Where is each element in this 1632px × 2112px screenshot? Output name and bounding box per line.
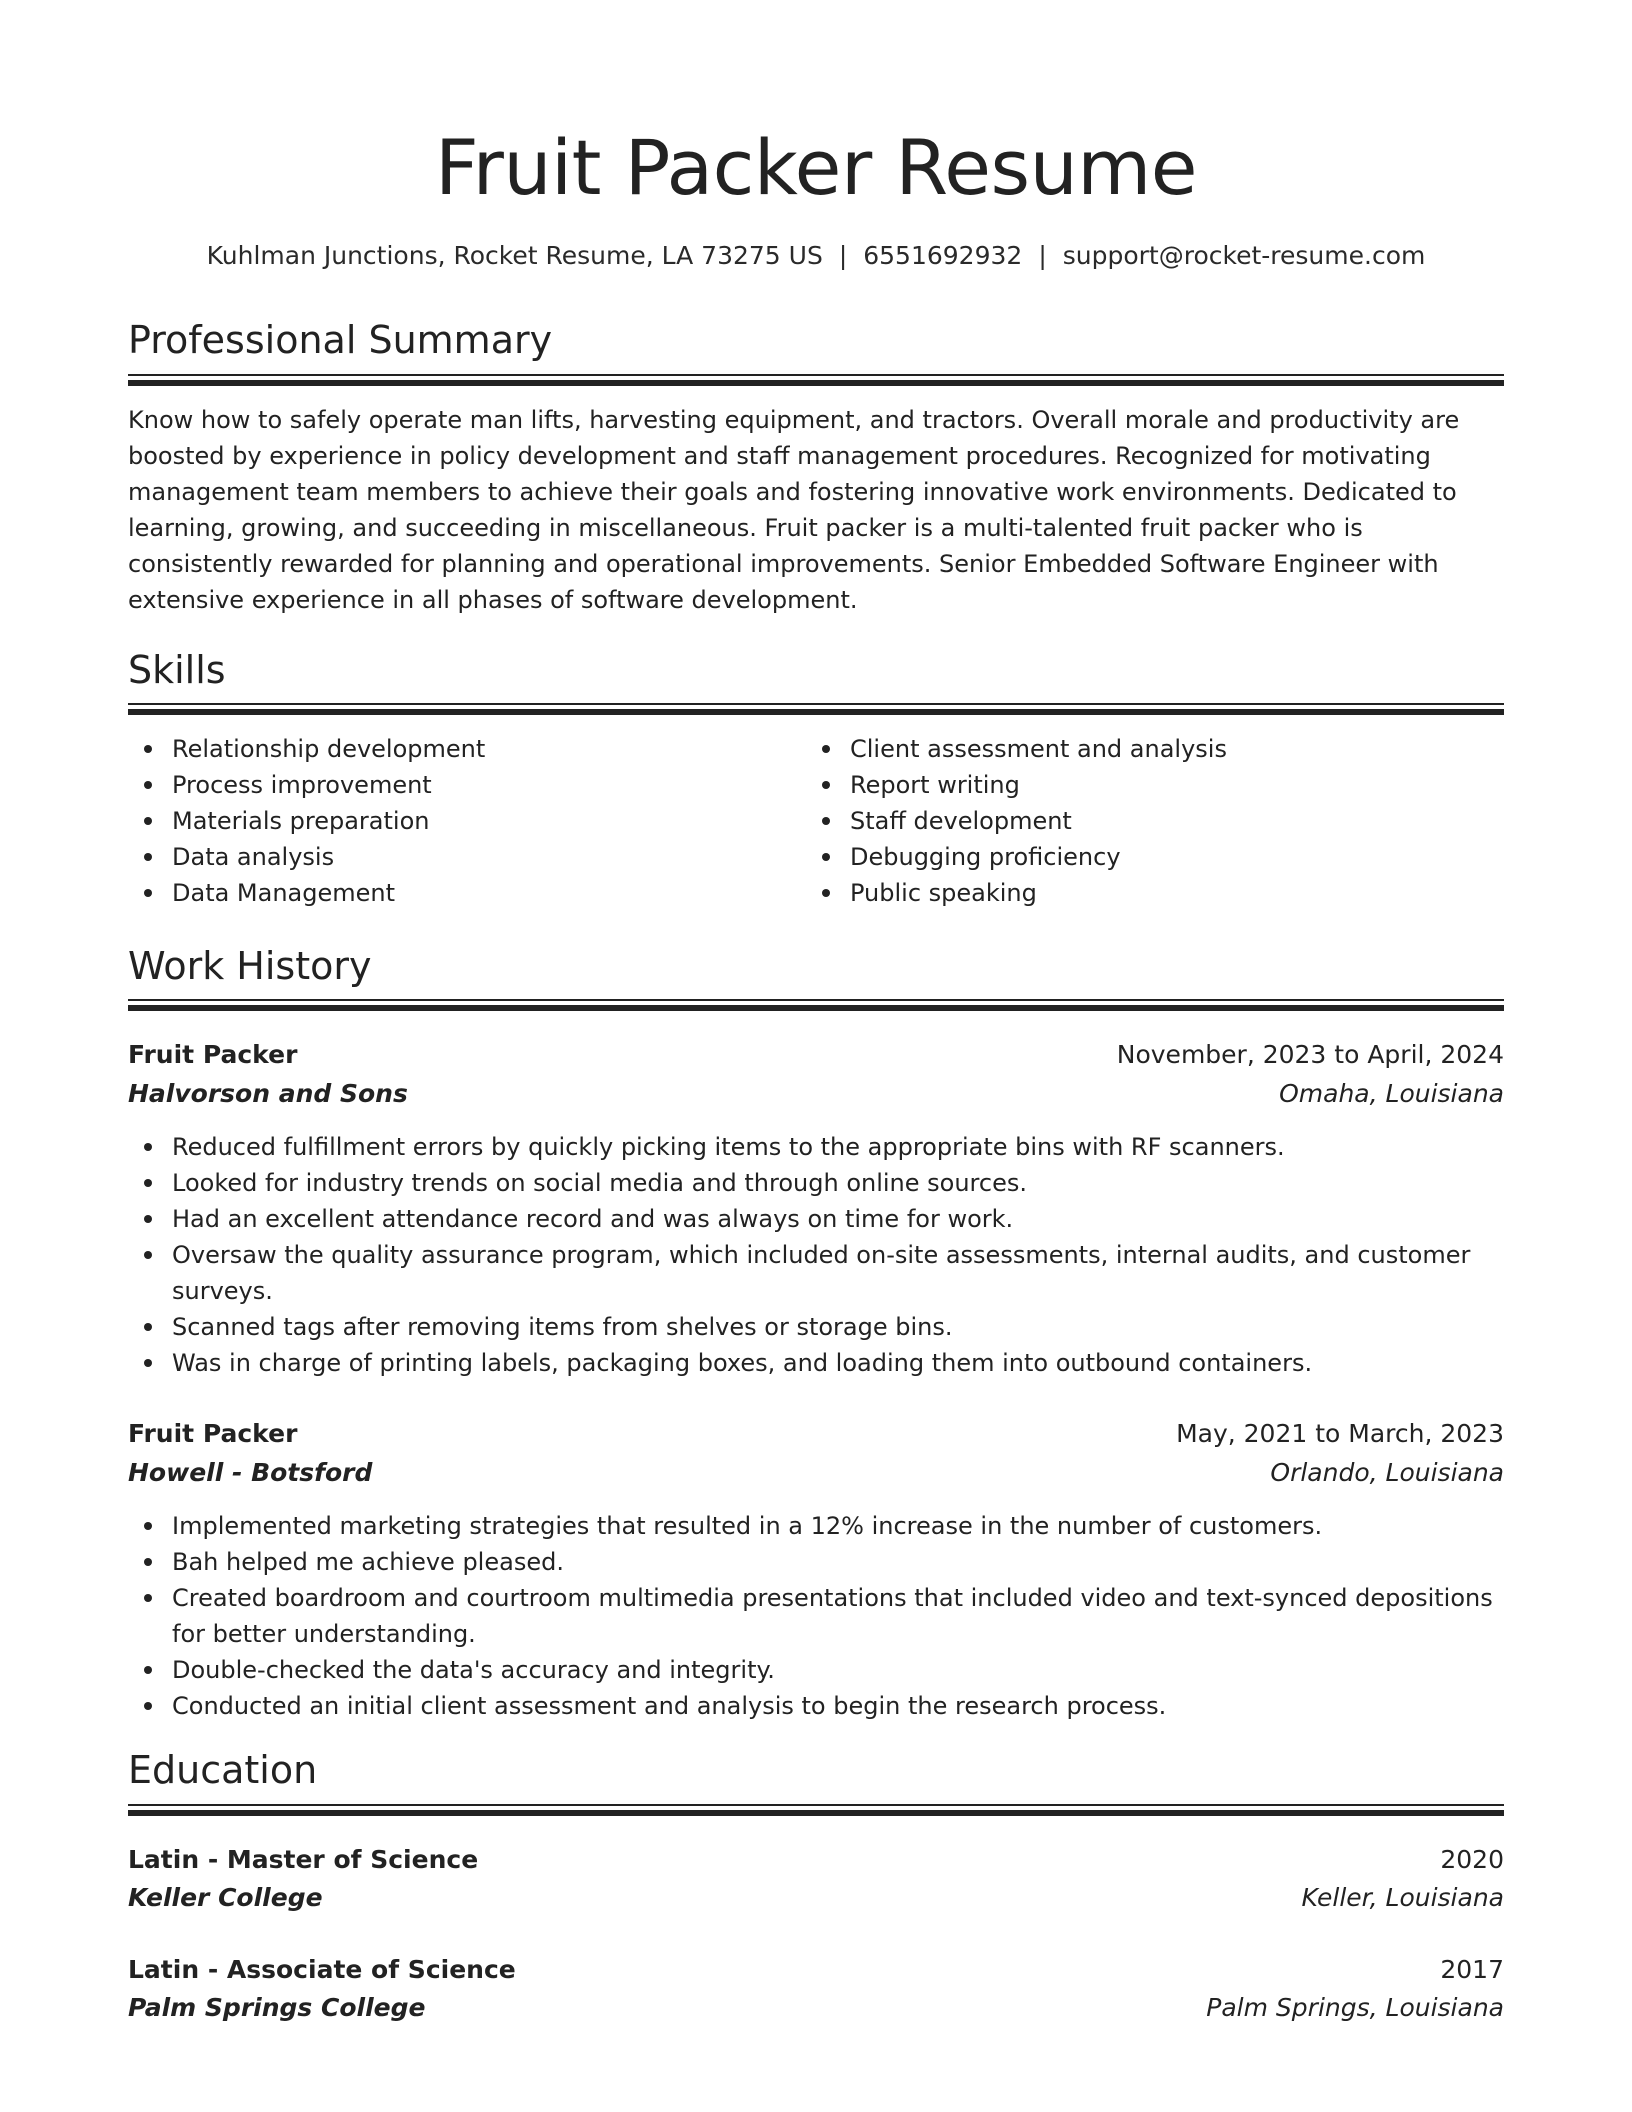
education-location: Palm Springs, Louisiana [1206, 1993, 1504, 2022]
job-company: Halvorson and Sons [128, 1079, 408, 1108]
email: support@rocket-resume.com [1062, 241, 1426, 270]
contact-separator: | [1038, 241, 1047, 270]
section-rule [128, 374, 1504, 386]
job-bullet: Was in charge of printing labels, packaging boxes, and loading them into outbound containers. [128, 1345, 1504, 1381]
education-header [128, 1951, 1504, 1991]
education-year: 2017 [1440, 1955, 1504, 1984]
section-title-education: Education [128, 1748, 318, 1792]
section-rule [128, 1804, 1504, 1816]
address: Kuhlman Junctions, Rocket Resume, LA 73275 US [206, 241, 823, 270]
section-title-skills: Skills [128, 648, 226, 692]
job-subheader [128, 1075, 1504, 1115]
job-bullet: Implemented marketing strategies that resulted in a 12% increase in the number of customers. [128, 1508, 1504, 1544]
education-degree: Latin - Associate of Science [128, 1955, 516, 1984]
job-role: Fruit Packer [128, 1040, 298, 1069]
job-bullet: Double-checked the data's accuracy and integrity. [128, 1652, 1504, 1688]
job-role: Fruit Packer [128, 1419, 298, 1448]
skill-item: Materials preparation [128, 803, 798, 839]
job-dates: November, 2023 to April, 2024 [1116, 1040, 1504, 1069]
education-subheader [128, 1989, 1504, 2029]
skill-item: Data analysis [128, 839, 798, 875]
job-bullet: Reduced fulfillment errors by quickly picking items to the appropriate bins with RF scanners. [128, 1129, 1504, 1165]
skill-item: Client assessment and analysis [806, 731, 1504, 767]
education-degree: Latin - Master of Science [128, 1845, 479, 1874]
education-school: Palm Springs College [128, 1993, 426, 2022]
summary-text: Know how to safely operate man lifts, harvesting equipment, and tractors. Overall morale and productivity are boosted by experience in policy development and staff management procedures. Recognized for motivating management team members to achieve their goals and fostering innovative work environments. Dedicated to learning, growing, and succeeding in miscellaneous. Fruit packer is a multi-talented fruit packer who is consistently rewarded for planning and operational improvements. Senior Embedded Software Engineer with extensive experience in all phases of software development. [128, 406, 1460, 614]
skill-item: Process improvement [128, 767, 798, 803]
section-rule [128, 999, 1504, 1011]
job-bullet: Conducted an initial client assessment and analysis to begin the research process. [128, 1688, 1504, 1724]
job-bullet: Scanned tags after removing items from shelves or storage bins. [128, 1309, 1504, 1345]
job-location: Omaha, Louisiana [1279, 1079, 1504, 1108]
skill-item: Staff development [806, 803, 1504, 839]
section-title-work: Work History [128, 944, 372, 988]
phone: 6551692932 [863, 241, 1023, 270]
contact-separator: | [838, 241, 848, 270]
section-rule [128, 703, 1504, 715]
job-header [128, 1415, 1504, 1455]
job-location: Orlando, Louisiana [1270, 1458, 1504, 1487]
job-header [128, 1036, 1504, 1076]
skill-item: Report writing [806, 767, 1504, 803]
skills-list-right [806, 731, 1504, 911]
resume-title: Fruit Packer Resume [434, 123, 1198, 212]
education-location: Keller, Louisiana [1301, 1883, 1504, 1912]
job-bullets [128, 1508, 1504, 1724]
education-header [128, 1841, 1504, 1881]
skill-item: Data Management [128, 875, 798, 911]
job-bullet: Bah helped me achieve pleased. [128, 1544, 1504, 1580]
job-bullets [128, 1129, 1504, 1381]
job-company: Howell - Botsford [128, 1458, 373, 1487]
job-bullet: Had an excellent attendance record and was always on time for work. [128, 1201, 1504, 1237]
section-title-summary: Professional Summary [128, 318, 553, 362]
education-subheader [128, 1879, 1504, 1919]
contact-line [128, 238, 1504, 274]
skill-item: Relationship development [128, 731, 798, 767]
job-bullet: Oversaw the quality assurance program, which included on-site assessments, internal audits, and customer surveys. [128, 1237, 1504, 1309]
job-subheader [128, 1454, 1504, 1494]
job-bullet: Created boardroom and courtroom multimedia presentations that included video and text-synced depositions for better understanding. [128, 1580, 1504, 1652]
skills-list-left [128, 731, 798, 911]
job-dates: May, 2021 to March, 2023 [1176, 1419, 1504, 1448]
skill-item: Public speaking [806, 875, 1504, 911]
education-school: Keller College [128, 1883, 323, 1912]
job-bullet: Looked for industry trends on social media and through online sources. [128, 1165, 1504, 1201]
education-year: 2020 [1440, 1845, 1504, 1874]
skill-item: Debugging proficiency [806, 839, 1504, 875]
